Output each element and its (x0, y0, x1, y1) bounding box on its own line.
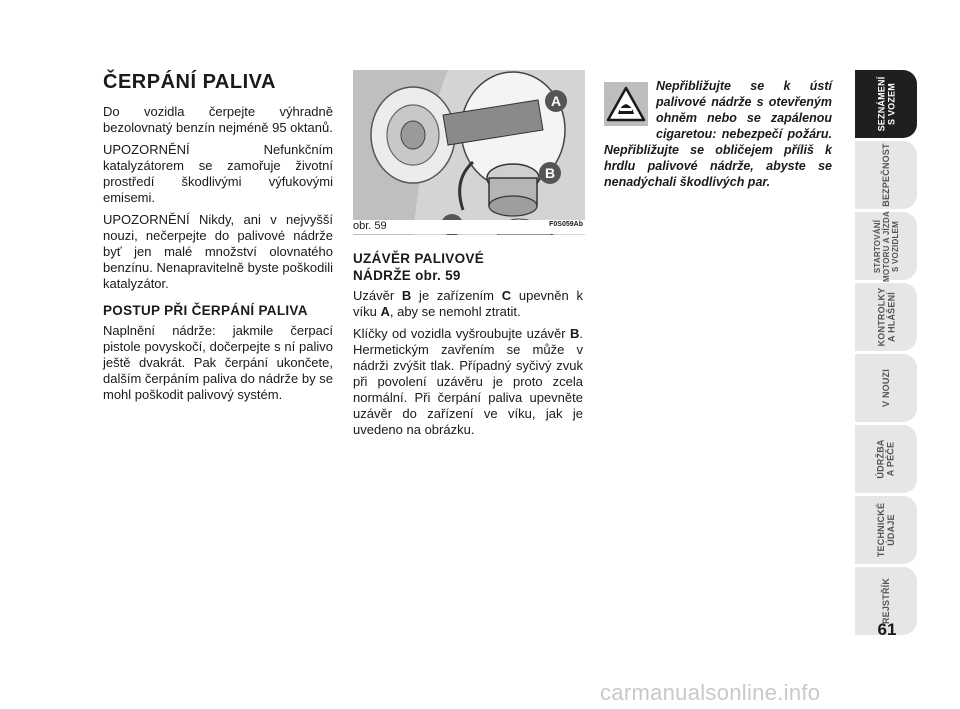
subsection-title: POSTUP PŘI ČERPÁNÍ PALIVA (103, 303, 308, 318)
section-title: ČERPÁNÍ PALIVA (103, 71, 276, 93)
paragraph-refuel-procedure: Naplnění nádrže: jakmile čerpací pistole povyskočí, dočerpejte s ní palivo ještě dvakrát. Pak čerpání ukončete, dalším čerpáním paliva do nádrže by se mohl poškodit palivový systém. (103, 323, 333, 402)
watermark: carmanualsonline.info (600, 680, 821, 705)
callout-a: A (545, 90, 567, 112)
warning-text: Nepřibližujte se k ústí palivové nádrže s otevřeným ohněm nebo se zapálenou cigaretou: nebezpečí požáru. Nepřibližujte se obličejem příliš k hrdlu palivové nádrže, abyste se nenadýchali škodlivých par. (604, 79, 832, 189)
middle-column (353, 250, 583, 444)
tab-kontrolky-a-hlaseni[interactable]: KONTROLKY A HLÁŠENÍ (855, 283, 917, 351)
left-column (103, 70, 333, 409)
tab-udrzba-a-pece[interactable]: ÚDRŽBA A PÉČE (855, 425, 917, 493)
paragraph-fuel-cap: Uzávěr B je zařízením C upevněn k víku A, aby se nemohl ztratit. (353, 288, 583, 319)
tab-v-nouzi[interactable]: V NOUZI (855, 354, 917, 422)
page-number: 61 (877, 620, 897, 639)
tab-bezpecnost[interactable]: BEZPEČNOST (855, 141, 917, 209)
fuel-cap-figure (353, 70, 585, 235)
paragraph-catalyst-warning-1: UPOZORNĚNÍ Nefunkčním katalyzátorem se zamořuje životní prostředí škodlivými výfukovými emisemi. (103, 142, 333, 205)
callout-b: B (539, 162, 561, 184)
figure-number: obr. 59 (353, 220, 387, 232)
tab-technicke-udaje[interactable]: TECHNICKÉ ÚDAJE (855, 496, 917, 564)
paragraph-unscrew-cap: Klíčky od vozidla vyšroubujte uzávěr B. Hermetickým zavřením se může v nádrži zvýšit tlak. Případný syčivý zvuk při povolení uzávěru je proto zcela normální. Při čerpání paliva upevněte uzávěr do zařízení ve víku, jak je uvedeno na obrázku. (353, 326, 583, 437)
warning-fire-icon (604, 82, 648, 126)
tab-startovani-motoru[interactable]: STARTOVÁNÍ MOTORU A JÍZDA S VOZIDLEM (855, 212, 917, 280)
warning-box (604, 78, 832, 190)
figure-code: F0S059Ab (549, 221, 583, 228)
tab-seznameni-s-vozem[interactable]: SEZNÁMENÍ S VOZEM (855, 70, 917, 138)
figure-caption (353, 220, 585, 234)
paragraph-fuel-type: Do vozidla čerpejte výhradně bezolovnatý benzín nejméně 95 oktanů. (103, 104, 333, 135)
tab-rejstrik[interactable]: REJSTŘÍK (855, 567, 917, 635)
paragraph-catalyst-warning-2: UPOZORNĚNÍ Nikdy, ani v nejvyšší nouzi, nečerpejte do palivové nádrže byť jen malé množství olovnatého benzínu. Nenapravitelně byste poškodili katalyzátor. (103, 212, 333, 291)
fuel-cap-title: UZÁVĚR PALIVOVÉ NÁDRŽE obr. 59 (353, 251, 485, 283)
